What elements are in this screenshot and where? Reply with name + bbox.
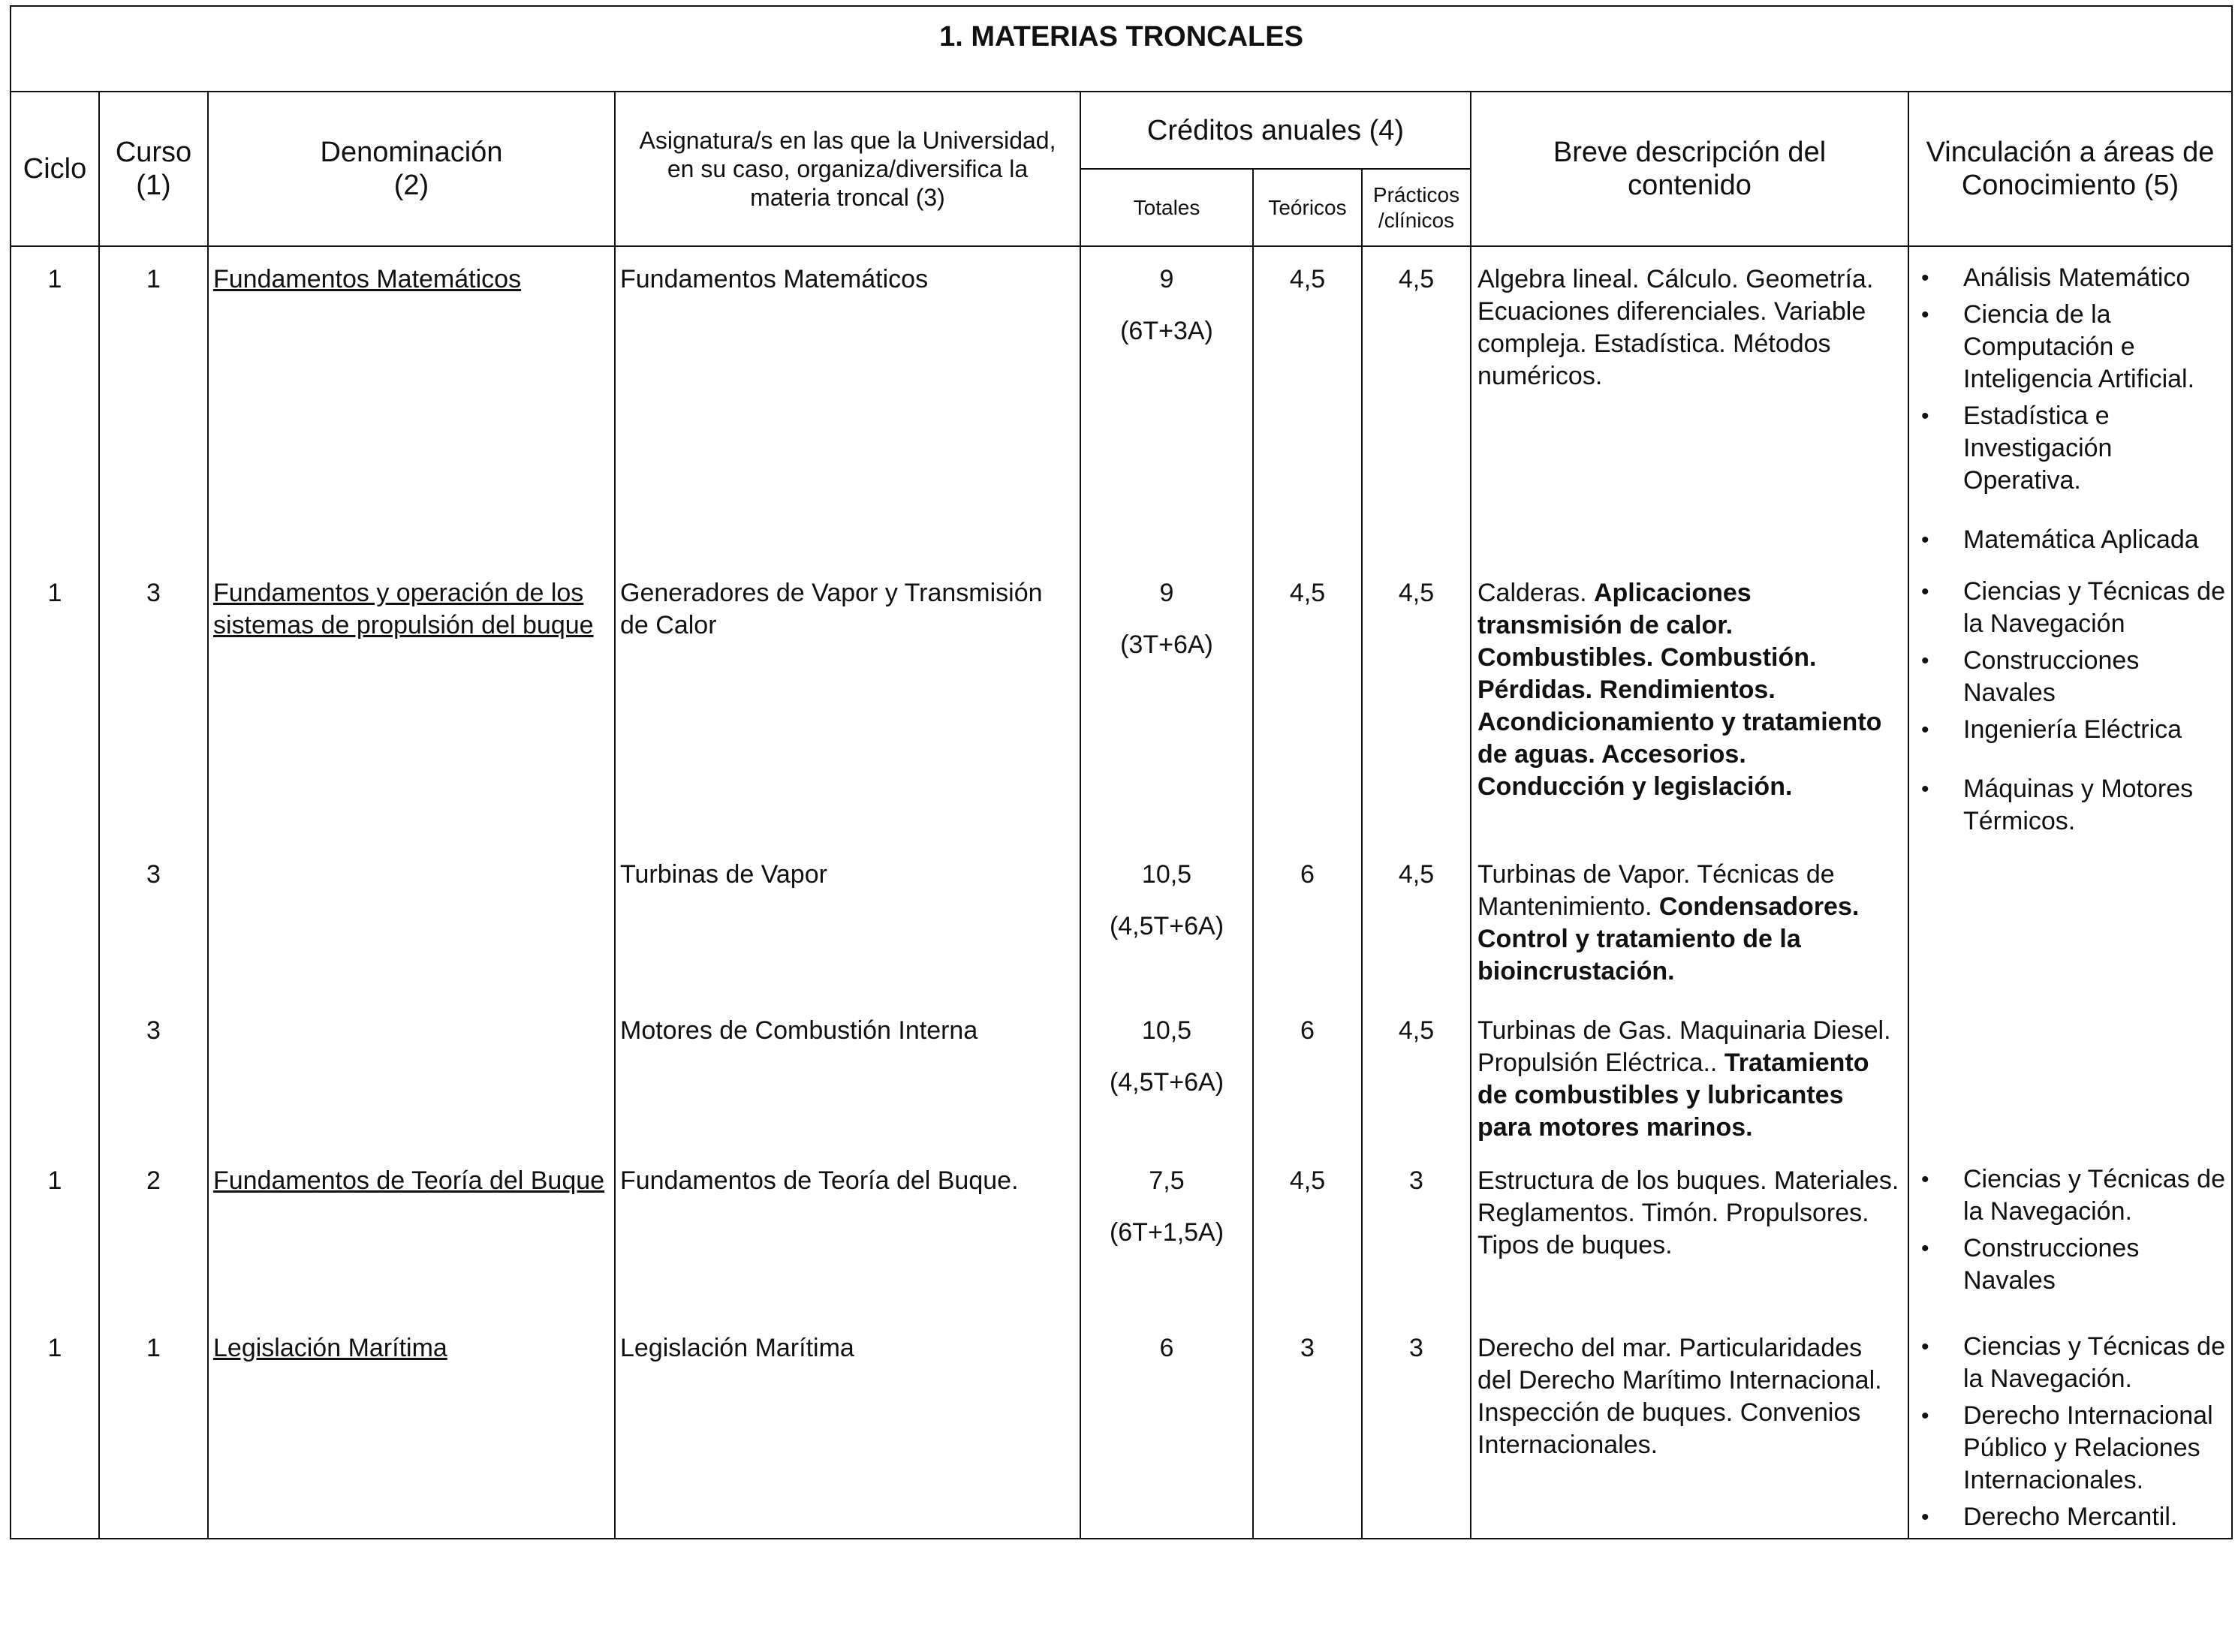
cell-descripcion: Turbinas de Vapor. Técnicas de Mantenimiento. Condensadores. Control y tratamiento de la bioincrustación. [1471,842,1908,998]
cell-descripcion: Turbinas de Gas. Maquinaria Diesel. Propulsión Eléctrica.. Tratamiento de combustibles y lubricantes para motores marinos. [1471,998,1908,1148]
header-asignatura: Asignatura/s en las que la Universidad, en su caso, organiza/diversifica la materia troncal (3) [615,92,1080,246]
cell-ciclo: 1 [11,1316,99,1539]
area-item: • Matemática Aplicada [1909,524,2231,556]
cell-descripcion: Algebra lineal. Cálculo. Geometría. Ecuaciones diferenciales. Variable compleja. Estadística. Métodos numéricos. [1471,246,1908,561]
cell-ciclo [11,842,99,998]
cell-asignatura: Turbinas de Vapor [615,842,1080,998]
cell-denominacion [208,246,615,561]
cell-ciclo [11,998,99,1148]
cell-areas [1908,246,2232,561]
table-row [11,998,2232,1148]
cell-practicos: 3 [1362,1316,1471,1539]
denominacion-link[interactable]: Fundamentos de Teoría del Buque [213,1166,605,1195]
cell-asignatura: Generadores de Vapor y Transmisión de Calor [615,561,1080,842]
cell-curso: 2 [99,1148,208,1316]
cell-areas [1908,1316,2232,1539]
cell-curso: 3 [99,998,208,1148]
table-row [11,1148,2232,1316]
area-item: • Ciencias y Técnicas de la Navegación. [1909,1331,2231,1395]
cell-descripcion: Calderas. Aplicaciones transmisión de calor. Combustibles. Combustión. Pérdidas. Rendimientos. Acondicionamiento y tratamiento de aguas. Accesorios. Conducción y legislación. [1471,561,1908,842]
cell-totales: 10,5 (4,5T+6A) [1080,842,1253,998]
cell-teoricos: 3 [1253,1316,1362,1539]
area-item: • Estadística e Investigación Operativa. [1909,400,2231,497]
table-row [11,561,2232,842]
cell-descripcion: Estructura de los buques. Materiales. Reglamentos. Timón. Propulsores. Tipos de buques. [1471,1148,1908,1316]
cell-teoricos: 6 [1253,998,1362,1148]
troncales-sheet [10,5,2231,1539]
denominacion-link[interactable]: Fundamentos y operación de los sistemas de propulsión del buque [213,579,594,639]
cell-practicos: 4,5 [1362,998,1471,1148]
table-title: 1. MATERIAS TRONCALES [11,6,2232,92]
cell-denominacion [208,561,615,842]
cell-asignatura: Legislación Marítima [615,1316,1080,1539]
cell-asignatura: Motores de Combustión Interna [615,998,1080,1148]
cell-curso: 3 [99,561,208,842]
cell-practicos: 4,5 [1362,842,1471,998]
cell-denominacion [208,998,615,1148]
area-item: • Construcciones Navales [1909,645,2231,709]
header-denominacion: Denominación (2) [208,92,615,246]
table-row [11,1316,2232,1539]
cell-denominacion [208,1316,615,1539]
cell-practicos: 4,5 [1362,561,1471,842]
header-curso: Curso (1) [99,92,208,246]
cell-areas [1908,998,2232,1148]
cell-totales: 6 [1080,1316,1253,1539]
area-item: • Ciencias y Técnicas de la Navegación. [1909,1163,2231,1228]
cell-asignatura: Fundamentos de Teoría del Buque. [615,1148,1080,1316]
area-item: • Construcciones Navales [1909,1232,2231,1297]
area-item: • Derecho Internacional Público y Relaciones Internacionales. [1909,1400,2231,1497]
header-descripcion: Breve descripción del contenido [1471,92,1908,246]
cell-denominacion [208,1148,615,1316]
materias-troncales-table [10,5,2233,1539]
cell-practicos: 3 [1362,1148,1471,1316]
cell-curso: 3 [99,842,208,998]
table-row [11,842,2232,998]
cell-teoricos: 4,5 [1253,246,1362,561]
cell-curso: 1 [99,246,208,561]
cell-teoricos: 4,5 [1253,1148,1362,1316]
area-item: • Ciencias y Técnicas de la Navegación [1909,576,2231,640]
cell-areas [1908,561,2232,842]
table-row [11,246,2232,561]
cell-ciclo: 1 [11,246,99,561]
cell-areas [1908,1148,2232,1316]
cell-practicos: 4,5 [1362,246,1471,561]
area-item: • Máquinas y Motores Térmicos. [1909,773,2231,838]
cell-descripcion: Derecho del mar. Particularidades del Derecho Marítimo Internacional. Inspección de buques. Convenios Internacionales. [1471,1316,1908,1539]
area-item: • Análisis Matemático [1909,262,2231,294]
header-practicos: Prácticos /clínicos [1362,169,1471,246]
header-totales: Totales [1080,169,1253,246]
cell-totales: 10,5 (4,5T+6A) [1080,998,1253,1148]
area-item: • Ciencia de la Computación e Inteligencia Artificial. [1909,299,2231,396]
header-vinculacion: Vinculación a áreas de Conocimiento (5) [1908,92,2232,246]
cell-teoricos: 4,5 [1253,561,1362,842]
header-ciclo: Ciclo [11,92,99,246]
area-item: • Derecho Mercantil. [1909,1501,2231,1533]
cell-teoricos: 6 [1253,842,1362,998]
denominacion-link[interactable]: Fundamentos Matemáticos [213,265,522,293]
cell-curso: 1 [99,1316,208,1539]
denominacion-link[interactable]: Legislación Marítima [213,1334,447,1362]
cell-totales: 9 (3T+6A) [1080,561,1253,842]
cell-areas [1908,842,2232,998]
cell-ciclo: 1 [11,561,99,842]
cell-ciclo: 1 [11,1148,99,1316]
cell-totales: 9 (6T+3A) [1080,246,1253,561]
header-creditos-anuales: Créditos anuales (4) [1080,92,1471,169]
header-teoricos: Teóricos [1253,169,1362,246]
cell-asignatura: Fundamentos Matemáticos [615,246,1080,561]
cell-totales: 7,5 (6T+1,5A) [1080,1148,1253,1316]
area-item: • Ingeniería Eléctrica [1909,714,2231,746]
cell-denominacion [208,842,615,998]
